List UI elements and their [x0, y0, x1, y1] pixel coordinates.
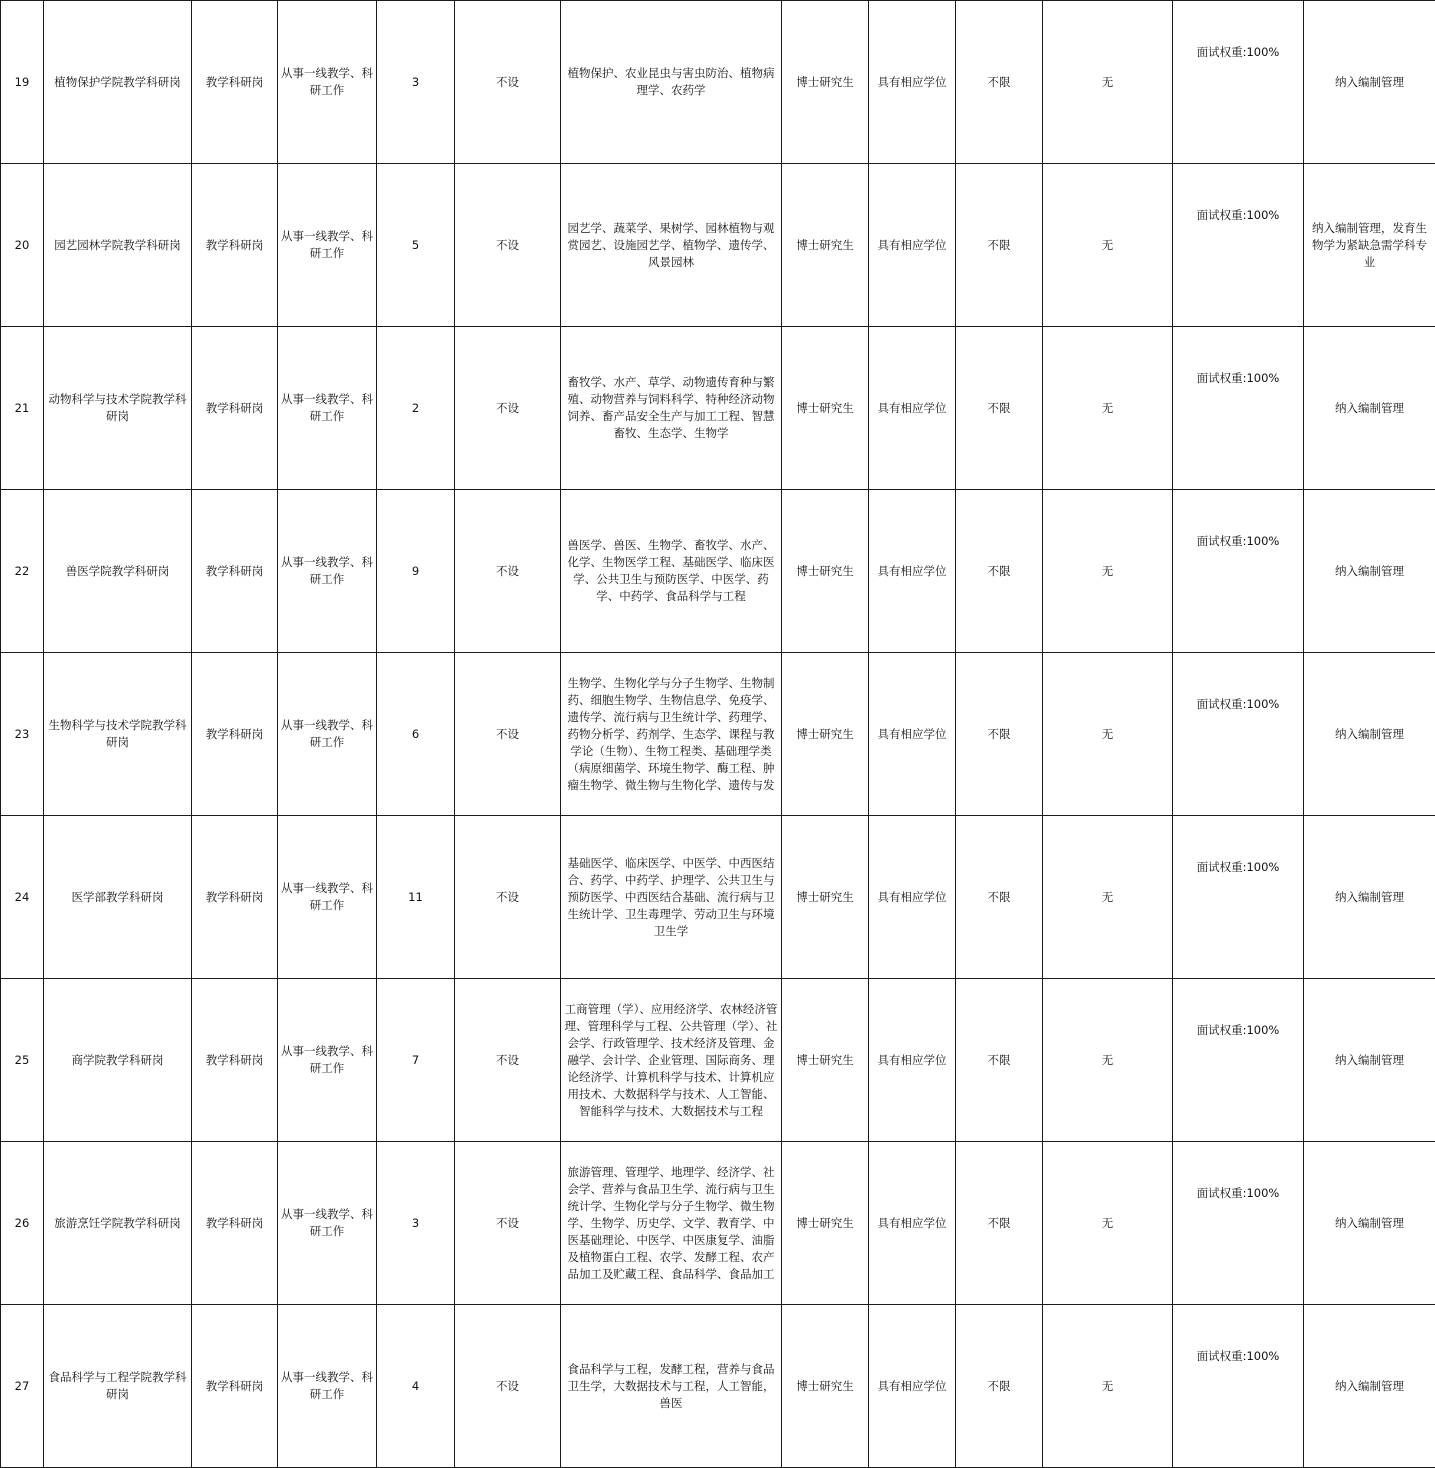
- exam-ratio-cell: 不设: [455, 1305, 561, 1468]
- education-requirement-cell: 博士研究生: [782, 816, 869, 979]
- remark-cell: 纳入编制管理: [1304, 816, 1435, 979]
- degree-requirement-cell: 具有相应学位: [869, 327, 956, 490]
- age-requirement-cell: 不限: [956, 327, 1043, 490]
- age-requirement-cell: 不限: [956, 164, 1043, 327]
- major-requirement-text: 工商管理（学）、应用经济学、农林经济管理、管理科学与工程、公共管理（学）、社会学、行政管理学、技术经济及管理、金融学、会计学、企业管理、国际商务、理论经济学、计算机科学与技术、计算机应用技术、大数据科学与技术、人工智能、智能科学与技术、大数据技术与工程: [564, 1001, 778, 1120]
- exam-ratio-cell: 不设: [455, 327, 561, 490]
- exam-ratio-cell: 不设: [455, 653, 561, 816]
- position-name-cell: 医学部教学科研岗: [44, 816, 192, 979]
- major-requirement-cell: [561, 490, 782, 653]
- remark-cell: 纳入编制管理: [1304, 979, 1435, 1142]
- row-number-cell: 27: [1, 1305, 44, 1468]
- other-requirement-cell: 无: [1043, 490, 1173, 653]
- degree-requirement-cell: 具有相应学位: [869, 1142, 956, 1305]
- other-requirement-cell: 无: [1043, 1305, 1173, 1468]
- position-name-cell: 食品科学与工程学院教学科研岗: [44, 1305, 192, 1468]
- hiring-count-cell: 9: [377, 490, 455, 653]
- position-category-cell: 教学科研岗: [192, 816, 278, 979]
- position-name-cell: 商学院教学科研岗: [44, 979, 192, 1142]
- education-requirement-cell: 博士研究生: [782, 1142, 869, 1305]
- exam-method-cell: 面试权重:100%: [1173, 653, 1304, 816]
- job-duty-cell: 从事一线教学、科研工作: [278, 979, 377, 1142]
- position-category-cell: 教学科研岗: [192, 164, 278, 327]
- major-requirement-cell: [561, 1, 782, 164]
- exam-method-cell: 面试权重:100%: [1173, 979, 1304, 1142]
- job-duty-cell: 从事一线教学、科研工作: [278, 327, 377, 490]
- exam-method-cell: 面试权重:100%: [1173, 1305, 1304, 1468]
- exam-ratio-cell: 不设: [455, 164, 561, 327]
- job-duty-cell: 从事一线教学、科研工作: [278, 1305, 377, 1468]
- exam-method-cell: 面试权重:100%: [1173, 164, 1304, 327]
- row-number-cell: 24: [1, 816, 44, 979]
- position-name-cell: 植物保护学院教学科研岗: [44, 1, 192, 164]
- major-requirement-cell: [561, 979, 782, 1142]
- major-requirement-text: 食品科学与工程，发酵工程，营养与食品卫生学，大数据技术与工程，人工智能，兽医: [564, 1361, 778, 1412]
- degree-requirement-cell: 具有相应学位: [869, 816, 956, 979]
- age-requirement-cell: 不限: [956, 653, 1043, 816]
- table-row: [1, 1, 1435, 164]
- exam-method-cell: 面试权重:100%: [1173, 327, 1304, 490]
- other-requirement-cell: 无: [1043, 164, 1173, 327]
- job-duty-cell: 从事一线教学、科研工作: [278, 653, 377, 816]
- job-duty-cell: 从事一线教学、科研工作: [278, 1, 377, 164]
- row-number-cell: 21: [1, 327, 44, 490]
- major-requirement-text: 旅游管理、管理学、地理学、经济学、社会学、营养与食品卫生学、流行病与卫生统计学、生物化学与分子生物学、微生物学、生物学、历史学、文学、教育学、中医基础理论、中医学、中医康复学、油脂及植物蛋白工程、农学、发酵工程、农产品加工及贮藏工程、食品科学、食品加工: [564, 1164, 778, 1283]
- hiring-count-cell: 2: [377, 327, 455, 490]
- exam-ratio-cell: 不设: [455, 490, 561, 653]
- degree-requirement-cell: 具有相应学位: [869, 490, 956, 653]
- position-name-cell: 兽医学院教学科研岗: [44, 490, 192, 653]
- exam-ratio-cell: 不设: [455, 979, 561, 1142]
- remark-cell: 纳入编制管理: [1304, 653, 1435, 816]
- other-requirement-cell: 无: [1043, 1142, 1173, 1305]
- row-number-cell: 23: [1, 653, 44, 816]
- position-category-cell: 教学科研岗: [192, 1305, 278, 1468]
- position-category-cell: 教学科研岗: [192, 490, 278, 653]
- degree-requirement-cell: 具有相应学位: [869, 653, 956, 816]
- exam-ratio-cell: 不设: [455, 816, 561, 979]
- degree-requirement-cell: 具有相应学位: [869, 979, 956, 1142]
- education-requirement-cell: 博士研究生: [782, 164, 869, 327]
- hiring-count-cell: 5: [377, 164, 455, 327]
- table-row: [1, 816, 1435, 979]
- major-requirement-cell: [561, 653, 782, 816]
- remark-cell: 纳入编制管理: [1304, 490, 1435, 653]
- major-requirement-text: 园艺学、蔬菜学、果树学、园林植物与观赏园艺、设施园艺学、植物学、遗传学、风景园林: [564, 220, 778, 271]
- major-requirement-text: 畜牧学、水产、草学、动物遗传育种与繁殖、动物营养与饲料科学、特种经济动物饲养、畜产品安全生产与加工工程、智慧畜牧、生态学、生物学: [564, 374, 778, 442]
- row-number-cell: 25: [1, 979, 44, 1142]
- position-category-cell: 教学科研岗: [192, 1, 278, 164]
- age-requirement-cell: 不限: [956, 1305, 1043, 1468]
- other-requirement-cell: 无: [1043, 653, 1173, 816]
- row-number-cell: 26: [1, 1142, 44, 1305]
- degree-requirement-cell: 具有相应学位: [869, 164, 956, 327]
- major-requirement-cell: [561, 816, 782, 979]
- major-requirement-cell: [561, 164, 782, 327]
- age-requirement-cell: 不限: [956, 1142, 1043, 1305]
- remark-cell: 纳入编制管理: [1304, 1305, 1435, 1468]
- degree-requirement-cell: 具有相应学位: [869, 1, 956, 164]
- row-number-cell: 19: [1, 1, 44, 164]
- hiring-count-cell: 3: [377, 1, 455, 164]
- exam-method-cell: 面试权重:100%: [1173, 1, 1304, 164]
- major-requirement-text: 植物保护、农业昆虫与害虫防治、植物病理学、农药学: [564, 65, 778, 99]
- position-category-cell: 教学科研岗: [192, 979, 278, 1142]
- other-requirement-cell: 无: [1043, 816, 1173, 979]
- exam-ratio-cell: 不设: [455, 1, 561, 164]
- remark-cell: 纳入编制管理: [1304, 1, 1435, 164]
- education-requirement-cell: 博士研究生: [782, 979, 869, 1142]
- other-requirement-cell: 无: [1043, 979, 1173, 1142]
- table-row: [1, 1305, 1435, 1468]
- education-requirement-cell: 博士研究生: [782, 490, 869, 653]
- education-requirement-cell: 博士研究生: [782, 1305, 869, 1468]
- age-requirement-cell: 不限: [956, 1, 1043, 164]
- exam-ratio-cell: 不设: [455, 1142, 561, 1305]
- education-requirement-cell: 博士研究生: [782, 327, 869, 490]
- position-name-cell: 旅游烹饪学院教学科研岗: [44, 1142, 192, 1305]
- exam-method-cell: 面试权重:100%: [1173, 1142, 1304, 1305]
- position-name-cell: 园艺园林学院教学科研岗: [44, 164, 192, 327]
- row-number-cell: 22: [1, 490, 44, 653]
- remark-cell: 纳入编制管理: [1304, 1142, 1435, 1305]
- table-row: [1, 327, 1435, 490]
- hiring-count-cell: 7: [377, 979, 455, 1142]
- age-requirement-cell: 不限: [956, 816, 1043, 979]
- major-requirement-cell: [561, 1305, 782, 1468]
- major-requirement-cell: [561, 1142, 782, 1305]
- education-requirement-cell: 博士研究生: [782, 1, 869, 164]
- table-row: [1, 164, 1435, 327]
- degree-requirement-cell: 具有相应学位: [869, 1305, 956, 1468]
- hiring-count-cell: 3: [377, 1142, 455, 1305]
- age-requirement-cell: 不限: [956, 490, 1043, 653]
- job-duty-cell: 从事一线教学、科研工作: [278, 164, 377, 327]
- row-number-cell: 20: [1, 164, 44, 327]
- table-row: [1, 653, 1435, 816]
- remark-cell: 纳入编制管理: [1304, 327, 1435, 490]
- age-requirement-cell: 不限: [956, 979, 1043, 1142]
- other-requirement-cell: 无: [1043, 327, 1173, 490]
- hiring-count-cell: 11: [377, 816, 455, 979]
- position-category-cell: 教学科研岗: [192, 1142, 278, 1305]
- remark-cell: 纳入编制管理，发育生物学为紧缺急需学科专业: [1304, 164, 1435, 327]
- education-requirement-cell: 博士研究生: [782, 653, 869, 816]
- major-requirement-text: 生物学、生物化学与分子生物学、生物制药、细胞生物学、生物信息学、免疫学、遗传学、流行病与卫生统计学、药理学、药物分析学、药剂学、生态学、课程与教学论（生物）、生物工程类、基础理学类（病原细菌学、环境生物学、酶工程、肿瘤生物学、微生物与生物化学、遗传与发: [564, 675, 778, 794]
- exam-method-cell: 面试权重:100%: [1173, 490, 1304, 653]
- exam-method-cell: 面试权重:100%: [1173, 816, 1304, 979]
- major-requirement-text: 兽医学、兽医、生物学、畜牧学、水产、化学、生物医学工程、基础医学、临床医学、公共卫生与预防医学、中医学、药学、中药学、食品科学与工程: [564, 537, 778, 605]
- position-category-cell: 教学科研岗: [192, 653, 278, 816]
- hiring-count-cell: 4: [377, 1305, 455, 1468]
- table-row: [1, 1142, 1435, 1305]
- job-duty-cell: 从事一线教学、科研工作: [278, 490, 377, 653]
- major-requirement-cell: [561, 327, 782, 490]
- position-name-cell: 动物科学与技术学院教学科研岗: [44, 327, 192, 490]
- hiring-count-cell: 6: [377, 653, 455, 816]
- table-row: [1, 490, 1435, 653]
- job-duty-cell: 从事一线教学、科研工作: [278, 816, 377, 979]
- other-requirement-cell: 无: [1043, 1, 1173, 164]
- position-category-cell: 教学科研岗: [192, 327, 278, 490]
- position-name-cell: 生物科学与技术学院教学科研岗: [44, 653, 192, 816]
- major-requirement-text: 基础医学、临床医学、中医学、中西医结合、药学、中药学、护理学、公共卫生与预防医学、中西医结合基础、流行病与卫生统计学、卫生毒理学、劳动卫生与环境卫生学: [564, 855, 778, 940]
- job-duty-cell: 从事一线教学、科研工作: [278, 1142, 377, 1305]
- table-row: [1, 979, 1435, 1142]
